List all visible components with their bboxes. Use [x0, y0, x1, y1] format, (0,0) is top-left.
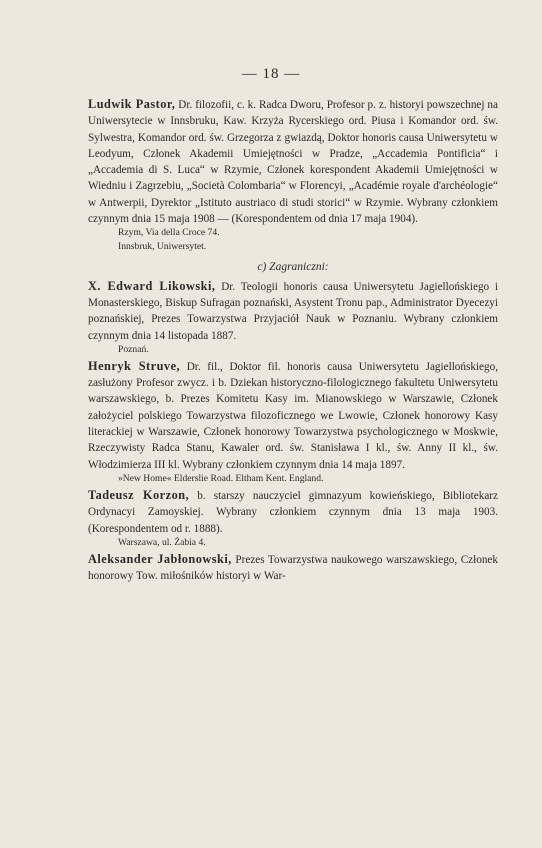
member-name: Ludwik Pastor,: [88, 97, 176, 111]
page-content: [88, 96, 498, 585]
entry-paragraph: [88, 487, 498, 537]
member-address: Poznań.: [118, 343, 149, 355]
member-name: Aleksander Jabłonowski,: [88, 551, 232, 566]
member-address: Rzym, Via della Croce 74.: [118, 227, 220, 239]
member-name: Henryk Struve,: [88, 358, 181, 373]
member-description: Dr. filozofii, c. k. Radca Dworu, Profesor p. z. historyi powszechnej na Uniwersytecie w Innsbruku, Kaw. Krzyża Rycerskiego ord. Piusa i Komandor ord. św. Sylwestra, Komandor ord. św. Grzegorza z gwiazdą, Doktor honoris causa Uniwersytetu w Leodyum, Członek Akademii Umiejętności w Pradze, „Accademia Pontificia“ i „Accademia di S. Luca“ w Rzymie, Członek korespondent Akademii Umiejętności w Wiedniu i Zagrzebiu, „Società Colombaria“ w Florencyi, „Académie royale d'archéologie“ w Antwerpii, Dyrektor „Istituto austriaco di studi storici“ w Rzymie. Wybrany członkiem czynnym dnia 15 maja 1908 — (Korespondentem od dnia 17 maja 1904).: [88, 99, 498, 226]
entry-paragraph: [88, 551, 498, 585]
entry-paragraph: [88, 278, 498, 344]
member-entry: [88, 96, 498, 253]
member-address: Innsbruk, Uniwersytet.: [118, 241, 207, 253]
member-entry: [88, 278, 498, 356]
member-description: b. starszy nauczyciel gimnazyum kowieńskiego, Bibliotekarz Ordynacyi Zamoyskiej. Wybrany członkiem czynnym dnia 13 maja 1903. (Korespondentem od r. 1888).: [88, 489, 498, 535]
entry-paragraph: [88, 358, 498, 473]
member-description: Dr. fil., Doktor fil. honoris causa Uniwersytetu Jagiellońskiego, zasłużony Profesor zwycz. i b. Dziekan historyczno-filologicznego fakultetu Uniwersytetu warszawskiego, b. Prezes Komitetu Kasy im. Mianowskiego w Warszawie, Członek założyciel polskiego Towarzystwa filozoficznego we Lwowie, Członek honorowy Kasy literackiej w Warszawie, Członek honorowy Towarzystwa psychologicznego w Moskwie, Rzeczywisty Radca Stanu, Kawaler ord. św. Stanisława I kl., św. Anny II kl., św. Włodzimierza III kl. Wybrany członkiem czynnym dnia 14 maja 1897.: [88, 360, 499, 471]
section-heading: c) Zagraniczni:: [257, 261, 329, 274]
member-name: Tadeusz Korzon,: [88, 487, 190, 502]
member-address: »New Home« Elderslie Road. Eltham Kent. England.: [118, 472, 324, 484]
entries-group-a: [88, 96, 498, 253]
member-entry: [88, 487, 498, 549]
entry-paragraph: [88, 96, 498, 227]
entries-group-c: [88, 278, 498, 585]
member-name: X. Edward Likowski,: [88, 278, 216, 293]
member-entry: [88, 358, 498, 485]
member-description: Prezes Towarzystwa naukowego warszawskiego, Członek honorowy Tow. miłośników historyi w War-: [88, 553, 498, 583]
member-entry: [88, 551, 498, 585]
page-number: — 18 —: [241, 66, 301, 82]
member-description: Dr. Teologii honoris causa Uniwersytetu Jagiellońskiego i Monasterskiego, Biskup Sufragan poznański, Asystent Tronu pap., Administrator Dyecezyi poznańskiej, Prezes Towarzystwa Przyjaciół Nauk w Poznaniu. Wybrany członkiem czynnym dnia 14 listopada 1887.: [88, 280, 499, 342]
member-address: Warszawa, ul. Żabia 4.: [118, 536, 206, 548]
